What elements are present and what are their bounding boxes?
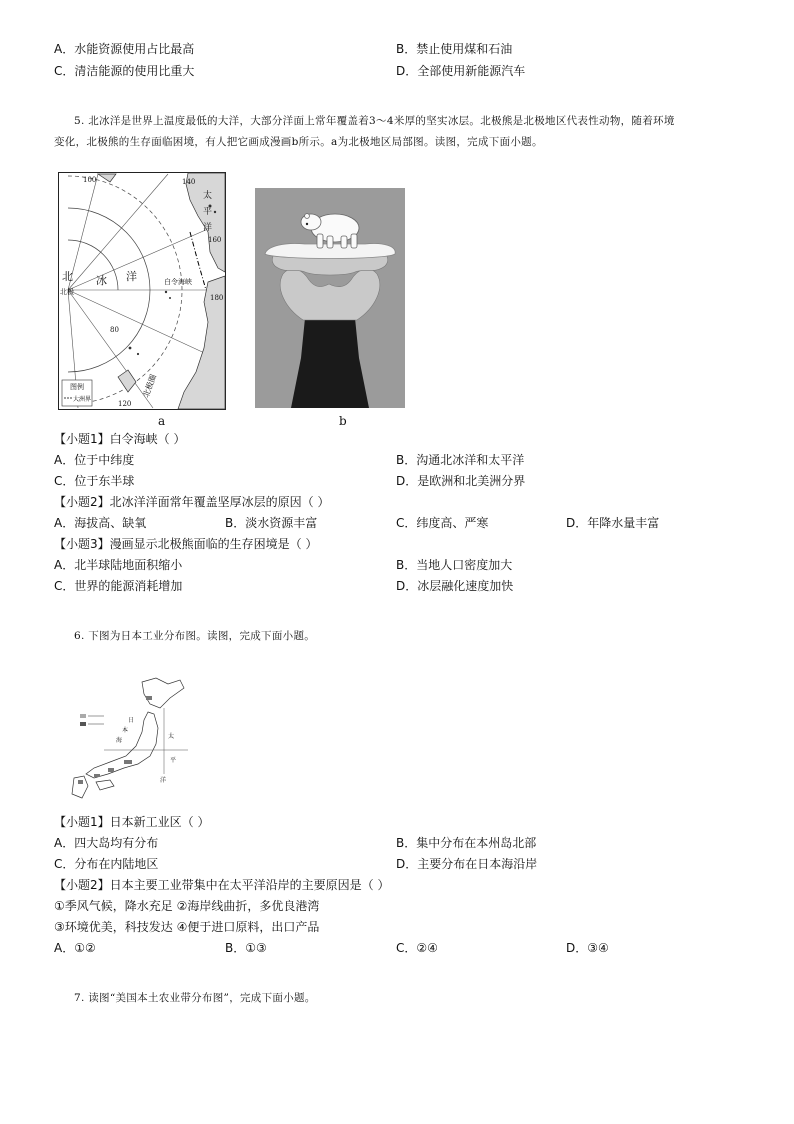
q5-sub1-option-b: B．沟通北冰洋和太平洋 <box>396 453 525 467</box>
q7-intro: 7. 读图“美国本土农业带分布图”，完成下面小题。 <box>74 992 316 1004</box>
pacific-label-tai: 太 <box>203 191 213 201</box>
q6-sub2-statements-1: ①季风气候，降水充足 ②海岸线曲折，多优良港湾 <box>54 899 320 913</box>
q5-sub3-stem: 【小题3】漫画显示北极熊面临的生存困境是（ ） <box>54 537 318 551</box>
q5-sub1-stem: 【小题1】白令海峡（ ） <box>54 432 186 446</box>
q6-sub2-option-b: B．①③ <box>225 941 267 955</box>
figure-a-caption: a <box>158 414 166 428</box>
legend-title: 图例 <box>70 383 84 391</box>
q5-sub1-option-c: C．位于东半球 <box>54 474 135 488</box>
ocean-label-ping: 平 <box>170 757 177 764</box>
q6-sub1-option-d: D．主要分布在日本海沿岸 <box>396 857 538 871</box>
japan-industry-map <box>64 674 190 804</box>
sea-label-ben: 本 <box>122 727 129 734</box>
q5-intro-line1: 5. 北冰洋是世界上温度最低的大洋，大部分洋面上常年覆盖着3～4米厚的坚实冰层。北极熊是北极地区代表性动物，随着环境 <box>74 115 675 127</box>
q5-sub2-option-a: A．海拔高、缺氧 <box>54 516 147 530</box>
bear-nose <box>306 223 308 225</box>
lat-80-label: 80 <box>110 326 119 334</box>
q5-sub2-stem: 【小题2】北冰洋洋面常年覆盖坚厚冰层的原因（ ） <box>54 495 330 509</box>
honshu <box>86 712 158 778</box>
ocean-label-bing: 冰 <box>96 274 107 287</box>
north-pole-label: 北极 <box>60 288 74 296</box>
ocean-label-bei: 北 <box>62 270 73 283</box>
arctic-circle-label: 北极圈 <box>141 373 159 399</box>
figure-b-caption: b <box>339 414 347 428</box>
q6-sub1-option-b: B．集中分布在本州岛北部 <box>396 836 537 850</box>
pacific-label-yang: 洋 <box>203 223 213 233</box>
legend-item: 大洲界 <box>73 396 92 403</box>
hokkaido <box>142 678 184 708</box>
q6-sub1-stem: 【小题1】日本新工业区（ ） <box>54 815 210 829</box>
legend-new-industry <box>80 714 86 718</box>
q6-sub2-option-d: D．③④ <box>566 941 609 955</box>
lon-160-label: 160 <box>208 236 222 244</box>
q6-sub1-option-a: A．四大岛均有分布 <box>54 836 159 850</box>
sea-label-ri: 日 <box>128 717 135 724</box>
q5-sub1-option-d: D．是欧洲和北美洲分界 <box>396 474 526 488</box>
q5-sub2-option-c: C．纬度高、严寒 <box>396 516 489 530</box>
q6-sub1-option-c: C．分布在内陆地区 <box>54 857 159 871</box>
kyushu <box>72 776 88 798</box>
ocean-label-yang: 洋 <box>160 777 167 784</box>
option-a: A．水能资源使用占比最高 <box>54 42 195 56</box>
q5-sub3-option-a: A．北半球陆地面积缩小 <box>54 558 183 572</box>
lon-140-label: 140 <box>182 178 196 186</box>
ocean-label-tai: 太 <box>168 733 175 740</box>
q5-sub1-option-a: A．位于中纬度 <box>54 453 135 467</box>
lon-120-label: 120 <box>118 400 132 408</box>
lon-100-label: 100 <box>83 176 97 184</box>
q6-sub2-option-c: C．②④ <box>396 941 438 955</box>
q5-sub3-option-b: B．当地人口密度加大 <box>396 558 513 572</box>
q5-intro-line2: 变化，北极熊的生存面临困境，有人把它画成漫画b所示。a为北极地区局部图。读图，完成下面小题。 <box>54 136 543 148</box>
shikoku <box>96 780 114 790</box>
sea-label-hai: 海 <box>116 737 123 744</box>
pacific-label-ping: 平 <box>203 207 213 217</box>
option-d: D．全部使用新能源汽车 <box>396 64 526 78</box>
bering-strait-label: 白令海峡 <box>164 278 192 286</box>
polar-bear-cartoon <box>255 188 405 408</box>
q6-sub2-statements-2: ③环境优美，科技发达 ④便于进口原料，出口产品 <box>54 920 320 934</box>
option-b: B．禁止使用煤和石油 <box>396 42 513 56</box>
ocean-label-yang: 洋 <box>126 270 137 283</box>
legend-old-industry <box>80 722 86 726</box>
lon-180-label: 180 <box>210 294 224 302</box>
option-c: C．清洁能源的使用比重大 <box>54 64 195 78</box>
arctic-map-figure <box>58 172 226 410</box>
q6-intro: 6. 下图为日本工业分布图。读图，完成下面小题。 <box>74 630 316 642</box>
q5-sub3-option-c: C．世界的能源消耗增加 <box>54 579 183 593</box>
q6-sub2-option-a: A．①② <box>54 941 96 955</box>
q5-sub2-option-b: B．淡水资源丰富 <box>225 516 318 530</box>
q6-sub2-stem: 【小题2】日本主要工业带集中在太平洋沿岸的主要原因是（ ） <box>54 878 390 892</box>
q5-sub3-option-d: D．冰层融化速度加快 <box>396 579 514 593</box>
q5-sub2-option-d: D．年降水量丰富 <box>566 516 660 530</box>
